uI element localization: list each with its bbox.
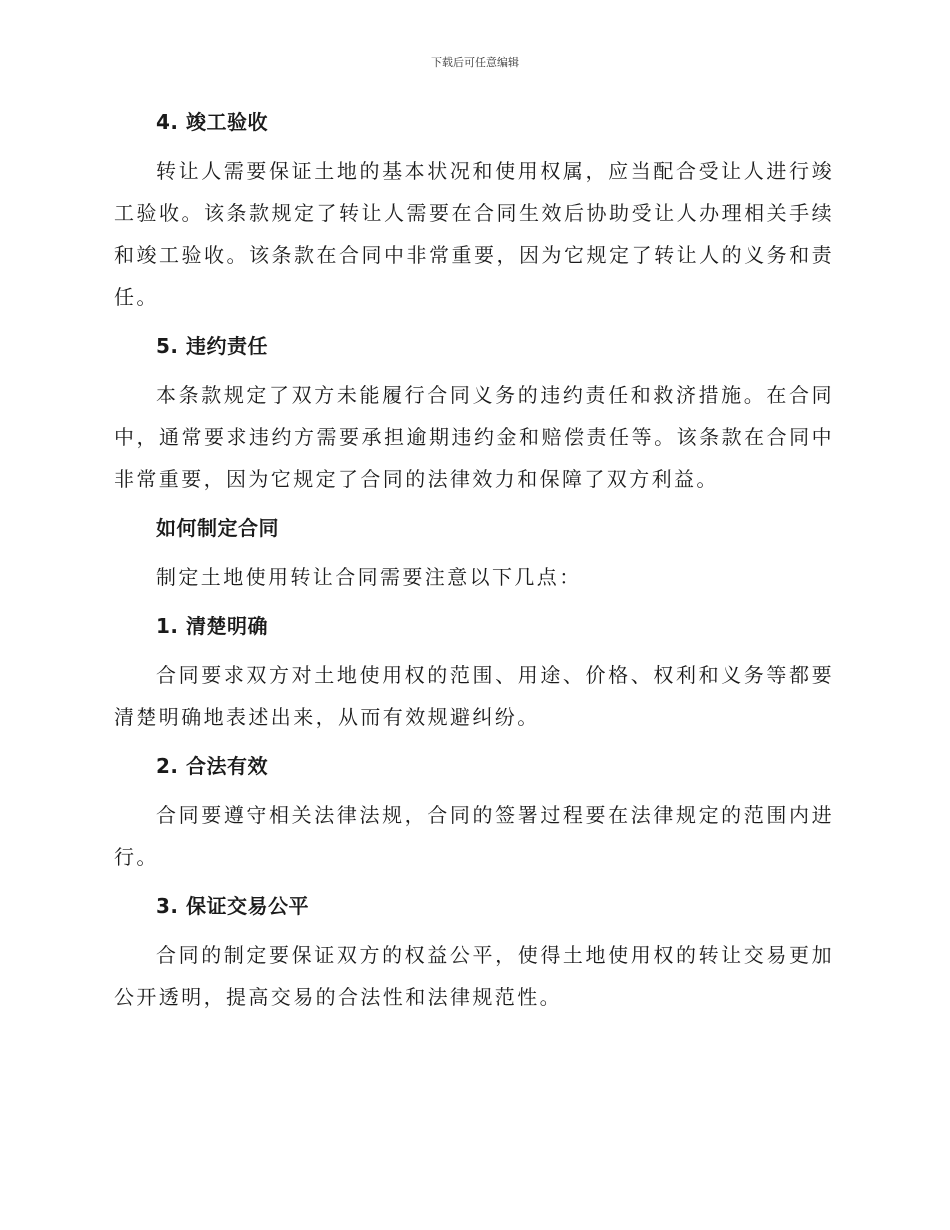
section-paragraph: 转让人需要保证土地的基本状况和使用权属，应当配合受让人进行竣工验收。该条款规定了转让人需要在合同生效后协助受让人办理相关手续和竣工验收。该条款在合同中非常重要，因为它规定了转让人的义务和责任。 (114, 159, 834, 309)
section-clear-explicit (114, 612, 834, 738)
section-heading: 如何制定合同 (156, 516, 279, 540)
section-heading: 1. 清楚明确 (156, 614, 268, 638)
section-heading: 4. 竣工验收 (156, 110, 268, 134)
section-completion-acceptance (114, 108, 834, 318)
section-heading: 3. 保证交易公平 (156, 894, 309, 918)
section-paragraph: 合同要遵守相关法律法规，合同的签署过程要在法律规定的范围内进行。 (114, 803, 834, 869)
section-legal-valid (114, 752, 834, 878)
section-breach-liability (114, 332, 834, 500)
section-paragraph: 制定土地使用转让合同需要注意以下几点： (156, 565, 582, 589)
section-heading: 2. 合法有效 (156, 754, 268, 778)
section-paragraph: 合同要求双方对土地使用权的范围、用途、价格、权利和义务等都要清楚明确地表述出来，从而有效规避纠纷。 (114, 663, 834, 729)
section-heading: 5. 违约责任 (156, 334, 268, 358)
section-paragraph: 本条款规定了双方未能履行合同义务的违约责任和救济措施。在合同中，通常要求违约方需要承担逾期违约金和赔偿责任等。该条款在合同中非常重要，因为它规定了合同的法律效力和保障了双方利益。 (114, 383, 834, 491)
page-header-note: 下载后可任意编辑 (431, 56, 519, 69)
document-body (114, 108, 834, 1032)
section-how-to-draft (114, 514, 834, 598)
section-paragraph: 合同的制定要保证双方的权益公平，使得土地使用权的转让交易更加公开透明，提高交易的合法性和法律规范性。 (114, 943, 834, 1009)
section-fair-trade (114, 892, 834, 1018)
